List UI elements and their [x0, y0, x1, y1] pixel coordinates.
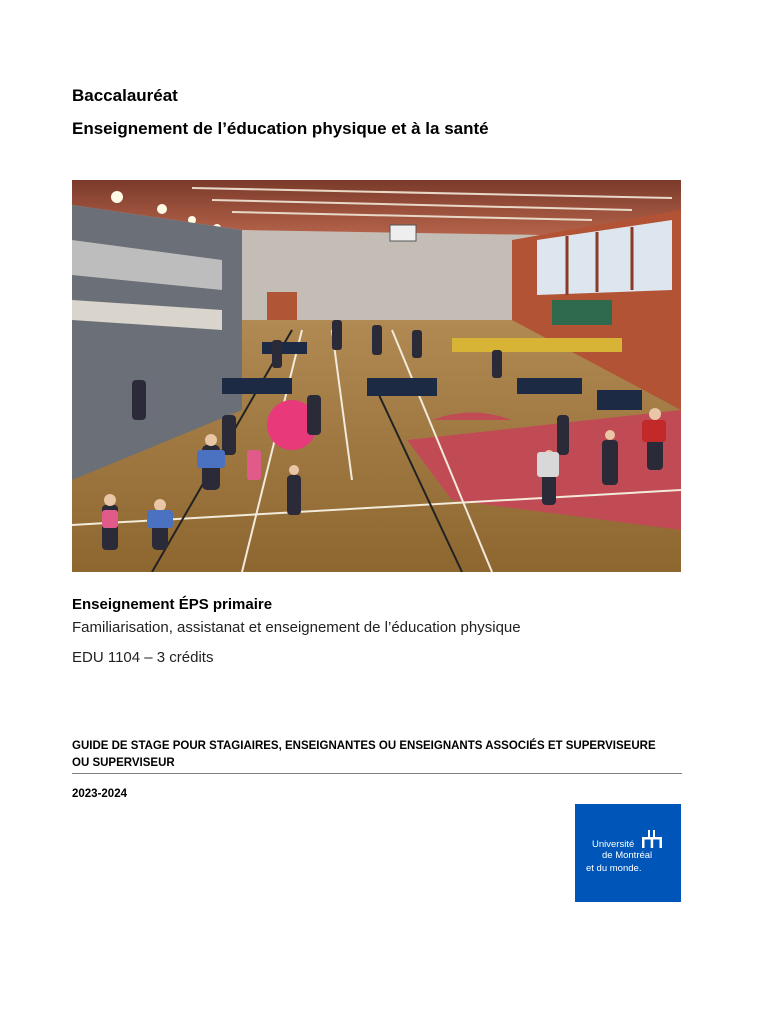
logo-line-3: et du monde.	[586, 863, 642, 874]
course-title: Enseignement ÉPS primaire	[72, 596, 273, 613]
gymnasium-photo	[72, 180, 681, 572]
degree-title: Baccalauréat	[72, 86, 178, 105]
divider	[72, 773, 682, 774]
academic-year: 2023-2024	[72, 788, 127, 800]
guide-heading: GUIDE DE STAGE POUR STAGIAIRES, ENSEIGNANTES OU ENSEIGNANTS ASSOCIÉS ET SUPERVISEURE OU SUPERVISEUR	[72, 740, 656, 769]
logo-line-1: Université	[592, 839, 635, 850]
university-building-icon	[642, 830, 662, 850]
logo-line-2: de Montréal	[602, 850, 653, 861]
program-title: Enseignement de l’éducation physique et à la santé	[72, 119, 489, 138]
universite-de-montreal-logo	[575, 804, 681, 902]
course-subtitle: Familiarisation, assistanat et enseignement de l’éducation physique	[72, 619, 521, 636]
course-code: EDU 1104 – 3 crédits	[72, 649, 214, 666]
